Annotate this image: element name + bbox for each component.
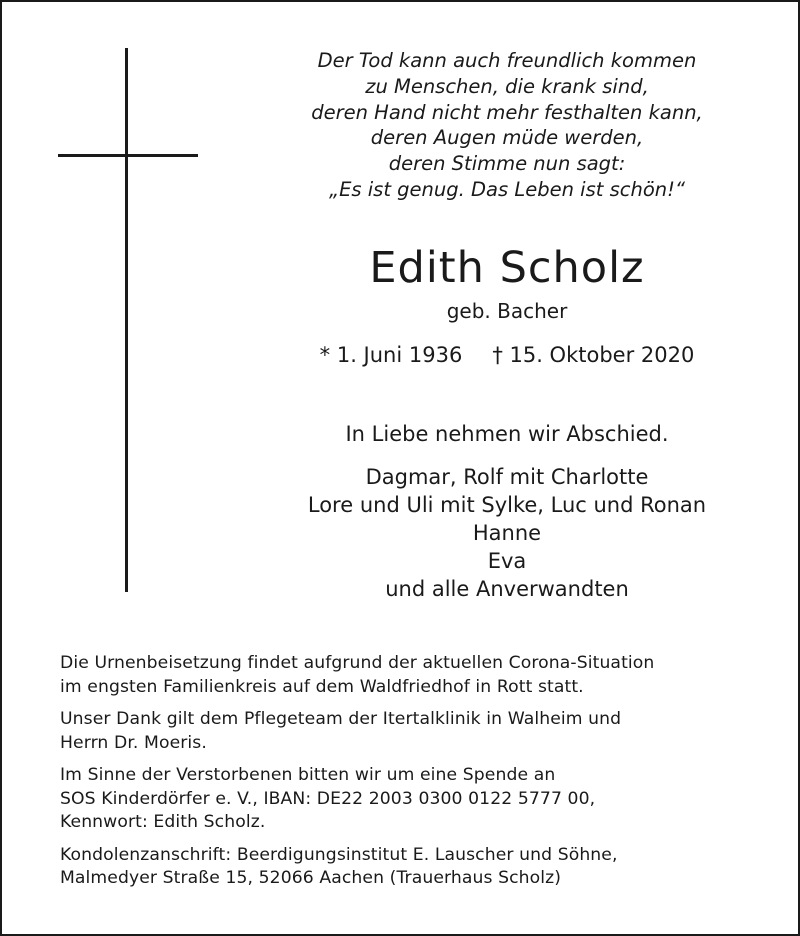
note-line: Kondolenzanschrift: Beerdigungsinstitut E. Lauscher und Söhne, [60,844,618,865]
death-date: † 15. Oktober 2020 [492,343,695,367]
mourner-line: Lore und Uli mit Sylke, Luc und Ronan [307,493,707,517]
cross-vertical-bar [125,48,128,592]
poem-line: „Es ist genug. Das Leben ist schön!“ [328,177,686,201]
note-line: SOS Kinderdörfer e. V., IBAN: DE22 2003 0300 0122 5777 00, [60,788,596,809]
mourner-line: Hanne [472,521,542,545]
note-line: Im Sinne der Verstorbenen bitten wir um eine Spende an [60,765,556,785]
mourner-line: Dagmar, Rolf mit Charlotte [365,465,649,489]
condolence-note [60,844,750,891]
farewell-line: In Liebe nehmen wir Abschied. [345,422,669,446]
note-line: Die Urnenbeisetzung findet aufgrund der aktuellen Corona-Situation [60,653,655,673]
cross-horizontal-bar [58,154,198,157]
note-line: im engsten Familienkreis auf dem Waldfriedhof in Rott statt. [60,676,584,697]
mourner-line: Eva [487,549,527,573]
note-line: Kennwort: Edith Scholz. [60,812,266,832]
note-line: Herrn Dr. Moeris. [60,732,207,753]
maiden-name: geb. Bacher [446,299,568,323]
mourner-line: und alle Anverwandten [385,577,629,601]
life-dates [252,340,762,370]
mourners-list [252,463,762,603]
poem-line: deren Hand nicht mehr festhalten kann, [311,100,703,124]
donation-note [60,764,750,835]
note-line: Unser Dank gilt dem Pflegeteam der Itertalklinik in Walheim und [60,709,622,729]
poem-line: Der Tod kann auch freundlich kommen [317,49,697,72]
poem [252,48,762,203]
poem-line: deren Augen müde werden, [370,126,644,150]
notes-section [60,652,750,900]
birth-date: * 1. Juni 1936 [319,343,463,367]
note-line: Malmedyer Straße 15, 52066 Aachen (Trauerhaus Scholz) [60,868,562,888]
burial-note [60,652,750,699]
poem-line: deren Stimme nun sagt: [388,152,626,176]
thanks-note [60,708,750,755]
deceased-name: Edith Scholz [369,243,645,293]
poem-line: zu Menschen, die krank sind, [365,74,649,98]
